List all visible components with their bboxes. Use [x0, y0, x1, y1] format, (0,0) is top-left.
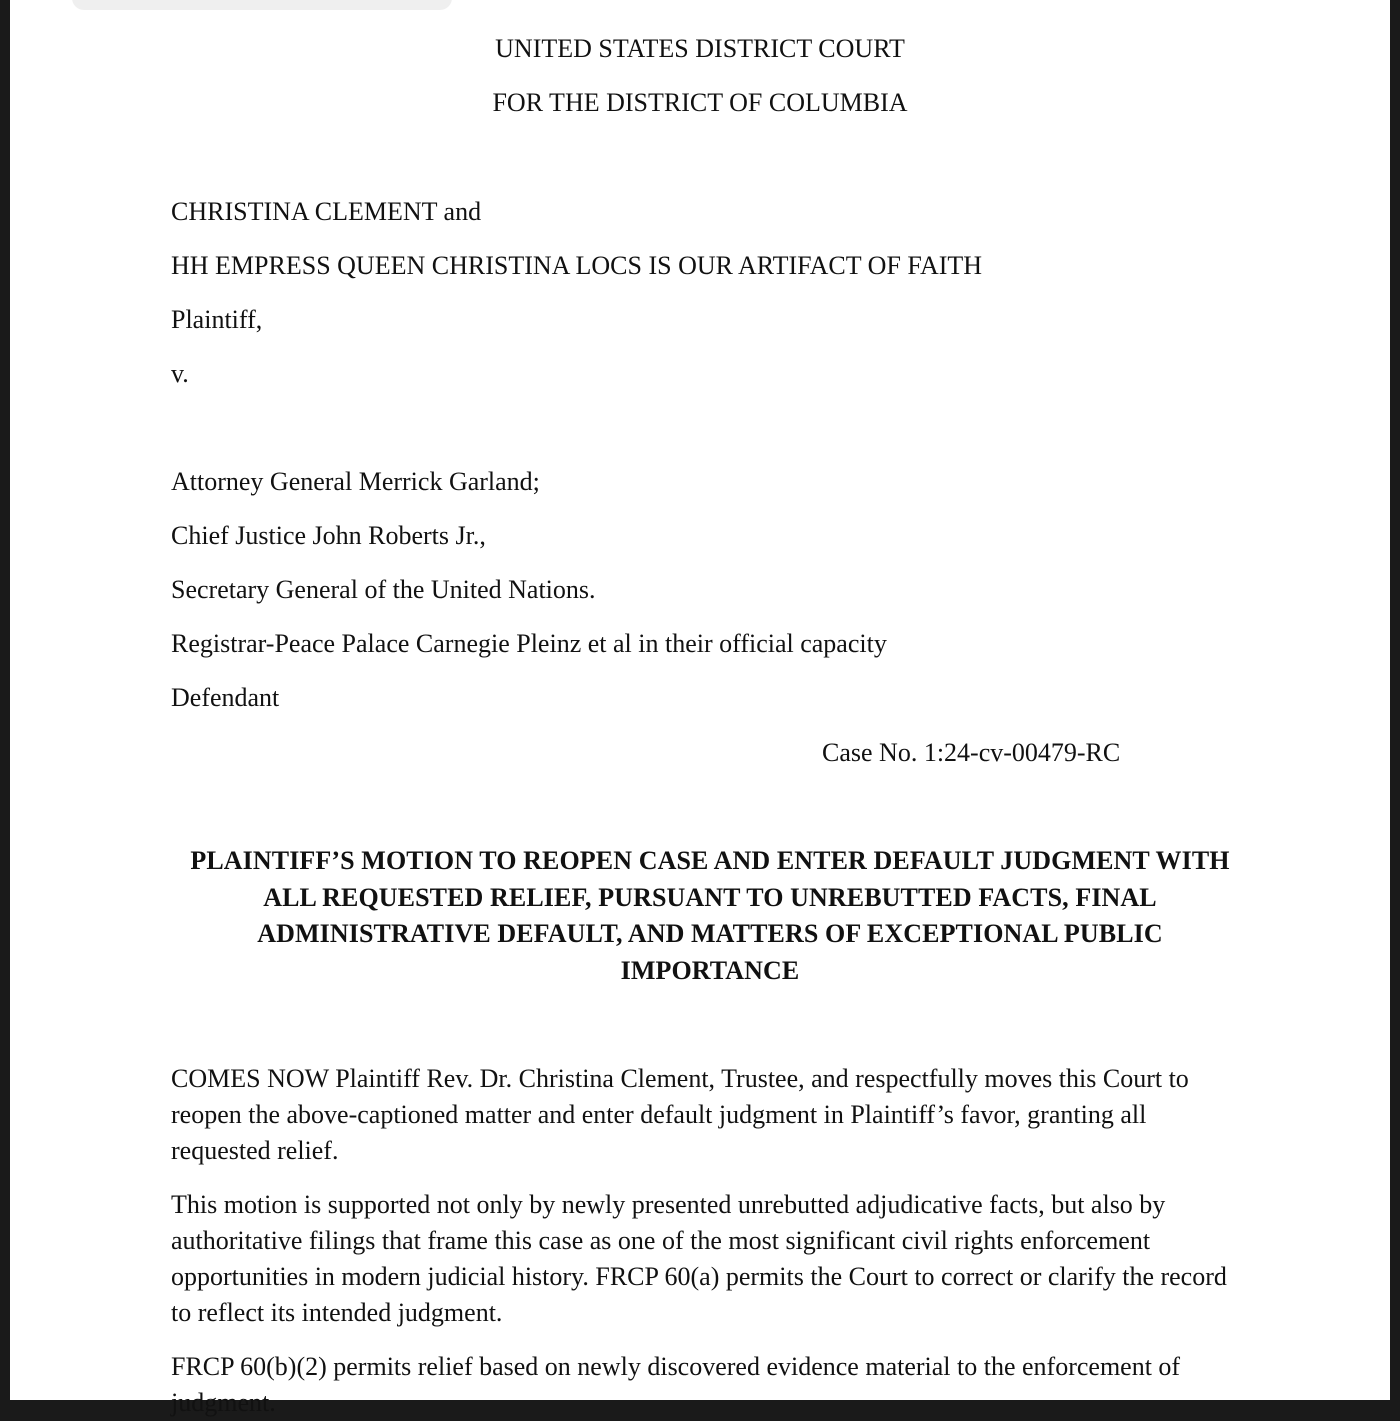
defendant-role: Defendant [171, 683, 280, 712]
top-bar-pill [72, 0, 452, 10]
plaintiff-line-2: HH EMPRESS QUEEN CHRISTINA LOCS IS OUR ARTIFACT OF FAITH [171, 251, 983, 280]
defendant-line: Secretary General of the United Nations. [171, 575, 596, 604]
plaintiff-line-1: CHRISTINA CLEMENT and [171, 197, 482, 226]
defendant-line: Registrar-Peace Palace Carnegie Pleinz et al in their official capacity [171, 629, 887, 658]
court-district: FOR THE DISTRICT OF COLUMBIA [492, 88, 908, 117]
court-name: UNITED STATES DISTRICT COURT [495, 34, 905, 63]
case-number: Case No. 1:24-cv-00479-RC [822, 738, 1121, 767]
motion-title: PLAINTIFF’S MOTION TO REOPEN CASE AND ENTER DEFAULT JUDGMENT WITH ALL REQUESTED RELIEF, PURSUANT TO UNREBUTTED FACTS, FINAL ADMINISTRATIVE DEFAULT, AND MATTERS OF EXCEPTIONAL PUBLIC IMPORTANCE [190, 846, 1230, 985]
body-paragraph-1: COMES NOW Plaintiff Rev. Dr. Christina Clement, Trustee, and respectfully moves this Court to reopen the above-captioned matter and enter default judgment in Plaintiff’s favor, granting all requested relief. [171, 1064, 1189, 1165]
defendant-line: Attorney General Merrick Garland; [171, 467, 540, 496]
document-page[interactable] [10, 0, 1390, 1417]
body-paragraph-2: This motion is supported not only by newly presented unrebutted adjudicative facts, but also by authoritative filings that frame this case as one of the most significant civil rights enforcement opportunities in modern judicial history. FRCP 60(a) permits the Court to correct or clarify the record to reflect its intended judgment. [171, 1190, 1227, 1327]
body-paragraph-3: FRCP 60(b)(2) permits relief based on newly discovered evidence material to the enforcement of judgment. [171, 1352, 1181, 1417]
defendant-line: Chief Justice John Roberts Jr., [171, 521, 486, 550]
versus-label: v. [171, 359, 189, 388]
plaintiff-role: Plaintiff, [171, 305, 263, 334]
